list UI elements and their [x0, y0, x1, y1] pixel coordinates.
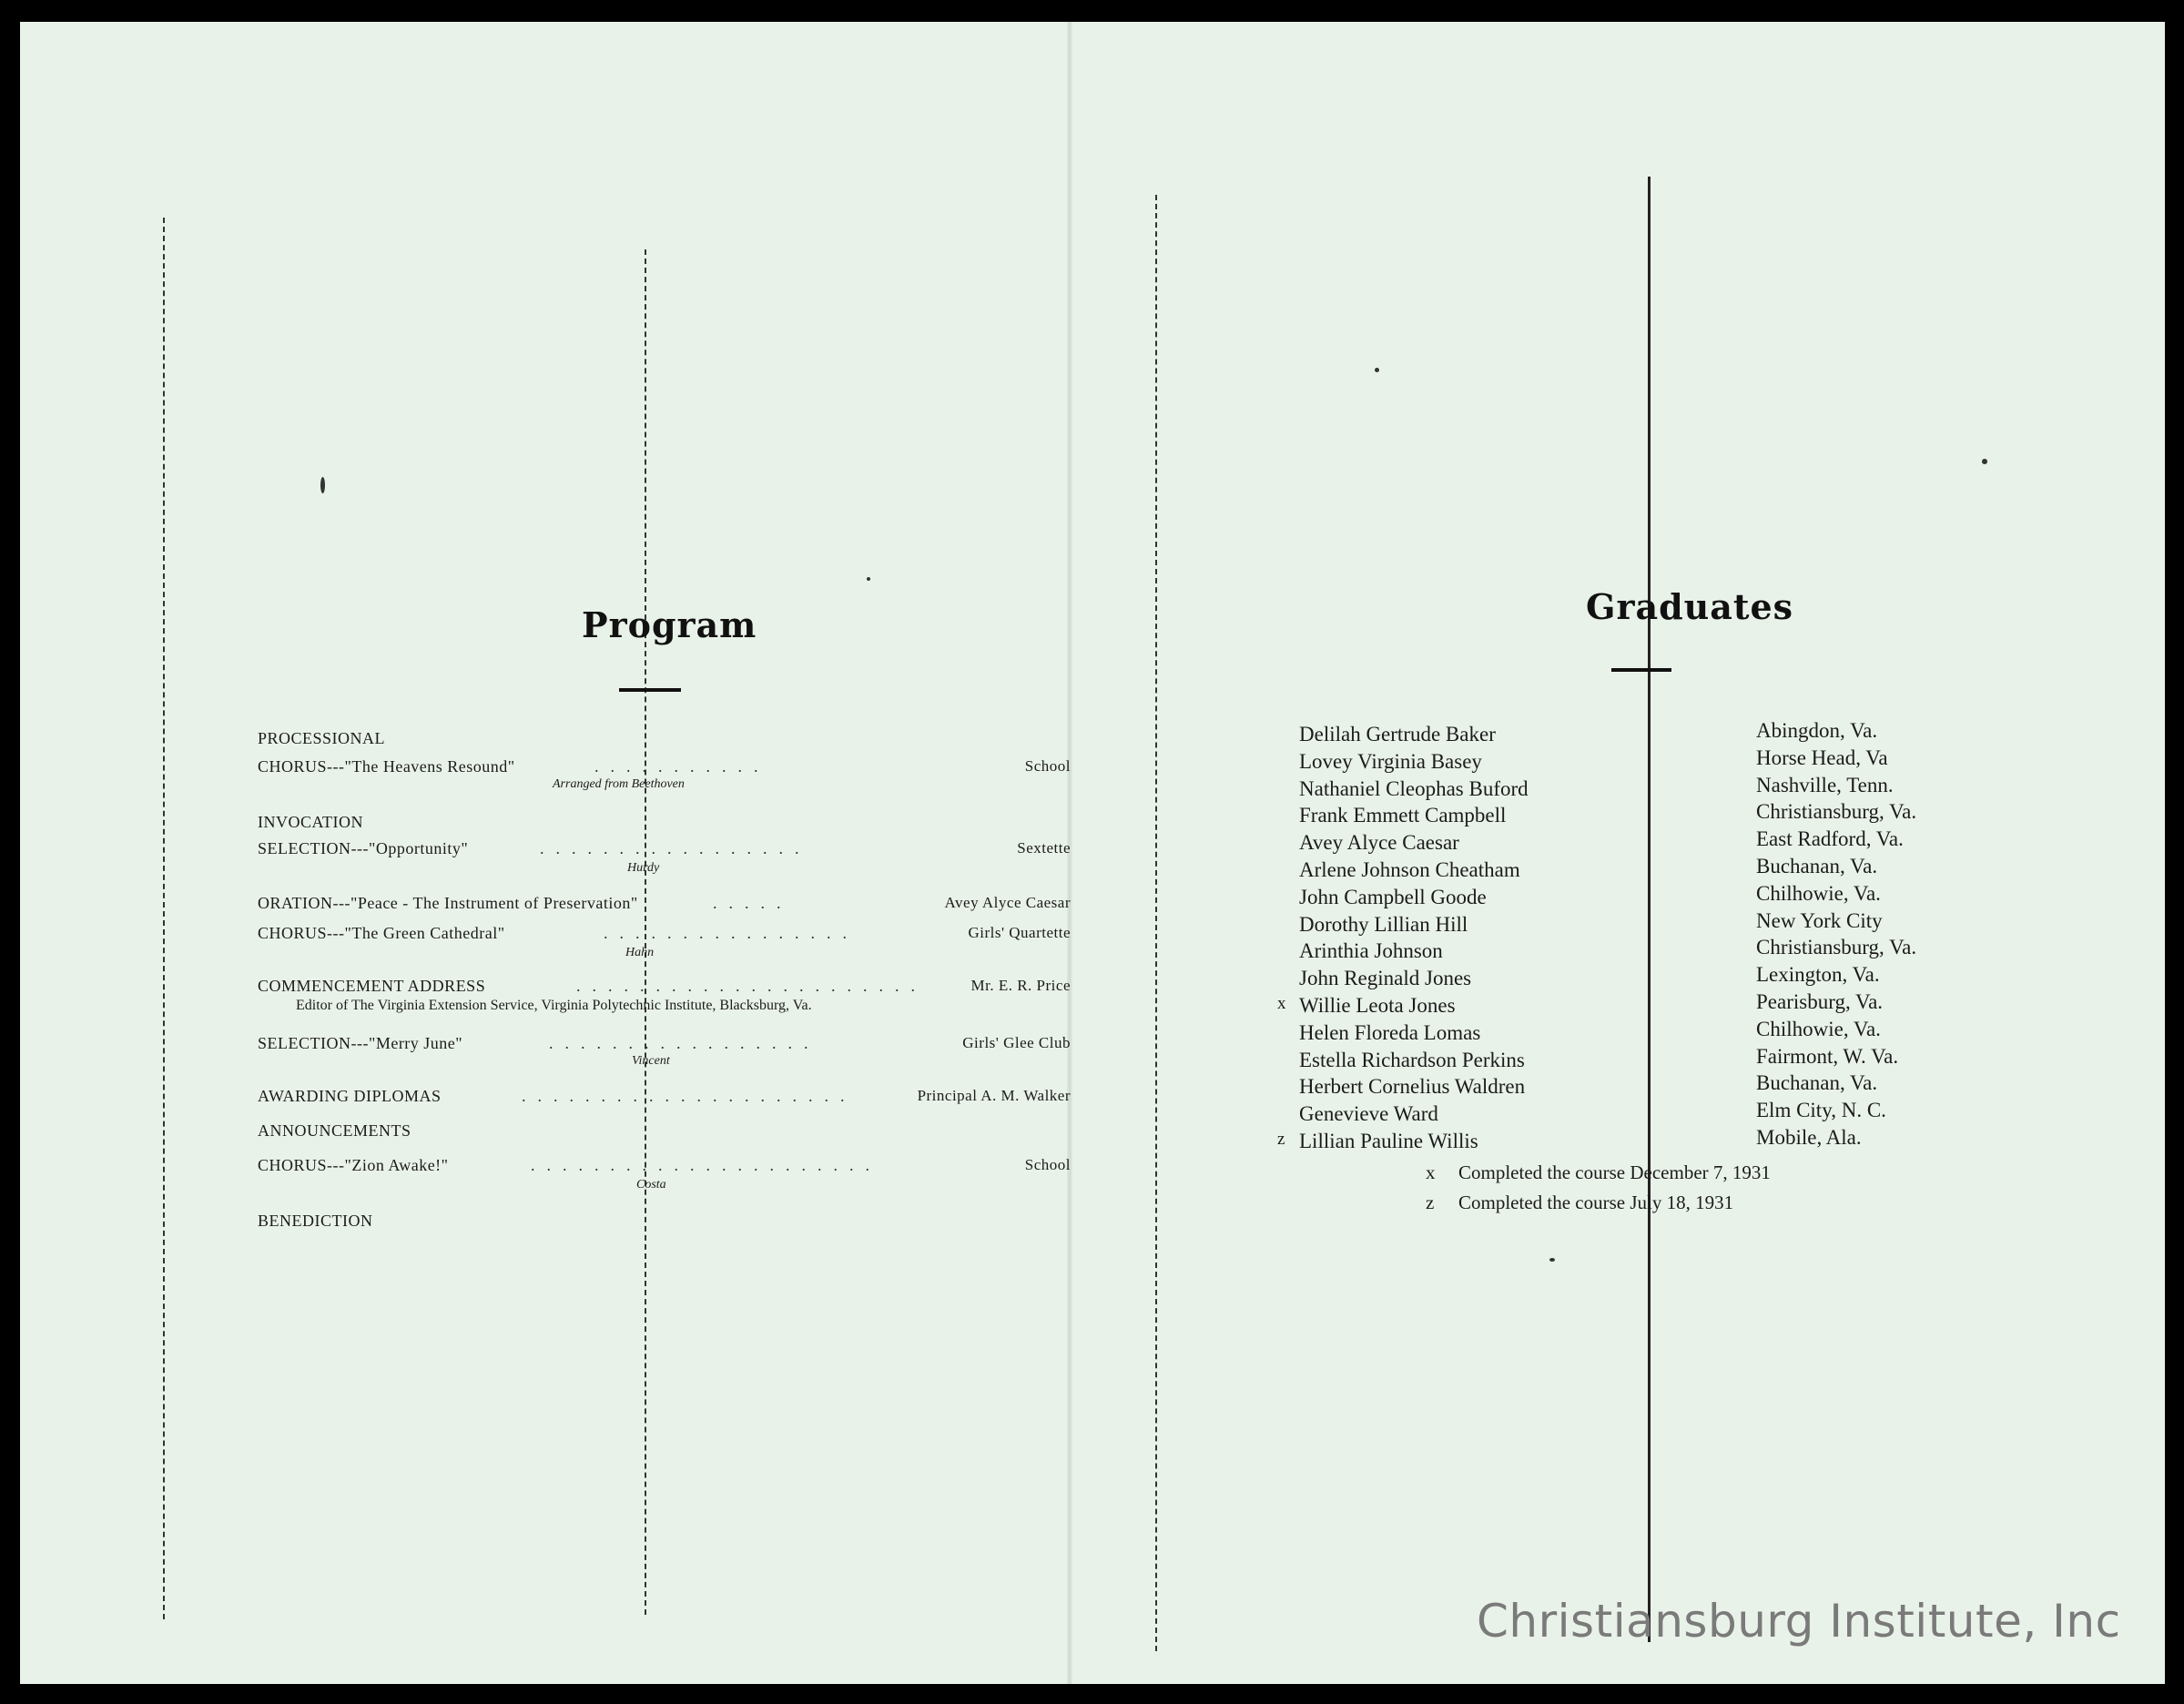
graduate-name: Avey Alyce Caesar	[1299, 831, 1459, 855]
leader-dots: .....................	[522, 1087, 857, 1105]
program-item-composer: Costa	[636, 1178, 666, 1192]
graduate-hometown: Chilhowie, Va.	[1756, 881, 1881, 905]
graduate-row	[1277, 1126, 1991, 1157]
graduate-hometown: East Radford, Va.	[1756, 827, 1904, 851]
speck	[1375, 368, 1379, 372]
program-item-label: SELECTION---"Merry June"	[258, 1034, 463, 1052]
graduate-hometown: New York City	[1756, 908, 1883, 932]
graduate-name: Lovey Virginia Basey	[1299, 749, 1482, 773]
graduate-hometown: Buchanan, Va.	[1756, 855, 1878, 877]
address-note: Editor of The Virginia Extension Service, Virginia Polytechnic Institute, Blacksburg, Va.	[296, 998, 812, 1013]
speck	[867, 577, 870, 581]
program-item-label: PROCESSIONAL	[258, 729, 386, 747]
program-item-label: CHORUS---"Zion Awake!"	[258, 1156, 449, 1174]
program-item-performer: Girls' Quartette	[968, 924, 1071, 941]
leader-dots: .................	[549, 1034, 820, 1052]
right-margin-line	[1155, 195, 1157, 1651]
graduate-row	[1299, 855, 1991, 886]
graduate-row	[1299, 881, 1991, 913]
program-item-label: ORATION---"Peace - The Instrument of Preservation"	[258, 894, 638, 912]
graduate-hometown: Lexington, Va.	[1756, 963, 1880, 987]
completion-note	[1426, 1192, 1733, 1214]
left-margin-line	[163, 218, 165, 1619]
graduate-hometown: Pearisburg, Va.	[1756, 990, 1884, 1013]
program-page	[20, 22, 1069, 1684]
graduate-name: Lillian Pauline Willis	[1299, 1130, 1478, 1152]
graduate-hometown: Horse Head, Va	[1756, 746, 1888, 769]
program-item-label: ANNOUNCEMENTS	[258, 1121, 411, 1140]
program-item-performer: Avey Alyce Caesar	[944, 894, 1071, 911]
leader-dots: ................	[604, 924, 858, 942]
graduate-mark: x	[1277, 994, 1286, 1013]
program-title: Program	[582, 604, 757, 645]
graduate-name: Helen Floreda Lomas	[1299, 1020, 1481, 1044]
program-item-composer: Hahn	[625, 946, 655, 959]
graduate-name: John Reginald Jones	[1299, 967, 1472, 990]
graduate-row	[1299, 1099, 1991, 1130]
graduate-row	[1277, 990, 1991, 1021]
program-item-label: INVOCATION	[258, 813, 363, 831]
graduate-row	[1299, 1044, 1991, 1076]
completion-note-mark: x	[1426, 1161, 1436, 1183]
graduate-name: John Campbell Goode	[1299, 885, 1487, 908]
completion-note-text: Completed the course July 18, 1931	[1458, 1192, 1734, 1213]
program-item-label: AWARDING DIPLOMAS	[258, 1087, 442, 1105]
program-item-label: SELECTION---"Opportunity"	[258, 839, 469, 857]
graduate-name: Genevieve Ward	[1299, 1102, 1438, 1126]
graduate-hometown: Christiansburg, Va.	[1756, 800, 1917, 824]
program-item-label: COMMENCEMENT ADDRESS	[258, 977, 486, 995]
program-sheet	[20, 22, 2165, 1684]
graduate-row	[1299, 963, 1991, 994]
graduate-hometown: Mobile, Ala.	[1756, 1126, 1862, 1149]
graduate-row	[1299, 827, 1991, 858]
program-item-label: CHORUS---"The Green Cathedral"	[258, 924, 505, 942]
program-title-rule	[619, 688, 681, 692]
completion-note	[1426, 1161, 1771, 1184]
leader-dots: ......................	[576, 977, 927, 995]
graduate-name: Willie Leota Jones	[1299, 994, 1456, 1017]
graduates-title-rule	[1611, 668, 1671, 672]
program-item-label: CHORUS---"The Heavens Resound"	[258, 757, 515, 776]
leader-dots: .................	[540, 839, 811, 857]
program-item-composer: Hurdy	[627, 861, 660, 875]
program-item-performer: School	[1024, 1156, 1071, 1173]
graduate-name: Arlene Johnson Cheatham	[1299, 858, 1520, 881]
program-item-label: BENEDICTION	[258, 1212, 373, 1230]
program-item-performer: Girls' Glee Club	[962, 1034, 1071, 1051]
graduate-row	[1299, 936, 1991, 967]
program-item-performer: School	[1024, 757, 1071, 775]
program-item-performer: Principal A. M. Walker	[917, 1087, 1071, 1104]
program-item-performer: Mr. E. R. Price	[970, 977, 1071, 994]
graduate-name: Dorothy Lillian Hill	[1299, 912, 1468, 936]
graduate-name: Delilah Gertrude Baker	[1299, 723, 1496, 746]
graduate-name: Arinthia Johnson	[1299, 939, 1443, 963]
graduates-title: Graduates	[1586, 586, 1794, 627]
graduate-hometown: Christiansburg, Va.	[1756, 936, 1917, 959]
program-item-composer: Vincent	[632, 1054, 670, 1068]
graduate-mark: z	[1277, 1130, 1285, 1149]
speck	[1549, 1258, 1555, 1262]
leader-dots: ...........	[594, 757, 770, 776]
program-item-composer: Arranged from Beethoven	[553, 777, 685, 791]
graduate-hometown: Elm City, N. C.	[1756, 1099, 1886, 1122]
graduate-name: Herbert Cornelius Waldren	[1299, 1075, 1526, 1099]
graduate-name: Frank Emmett Campbell	[1299, 804, 1507, 827]
graduate-hometown: Abingdon, Va.	[1756, 719, 1878, 742]
graduate-hometown: Fairmont, W. Va.	[1756, 1044, 1899, 1068]
graduate-name: Estella Richardson Perkins	[1299, 1048, 1525, 1071]
watermark: Christiansburg Institute, Inc	[1477, 1595, 2121, 1648]
completion-note-text: Completed the course December 7, 1931	[1458, 1161, 1771, 1183]
speck	[320, 477, 325, 493]
leader-dots: .....	[713, 894, 793, 912]
graduate-hometown: Buchanan, Va.	[1756, 1071, 1878, 1095]
leader-dots: ......................	[531, 1156, 881, 1174]
graduate-hometown: Nashville, Tenn.	[1756, 773, 1894, 796]
graduate-name: Nathaniel Cleophas Buford	[1299, 776, 1529, 800]
graduate-row	[1299, 1071, 1991, 1102]
program-item-performer: Sextette	[1017, 839, 1071, 857]
completion-note-mark: z	[1426, 1192, 1435, 1213]
graduate-hometown: Chilhowie, Va.	[1756, 1017, 1881, 1040]
speck	[1982, 459, 1987, 464]
